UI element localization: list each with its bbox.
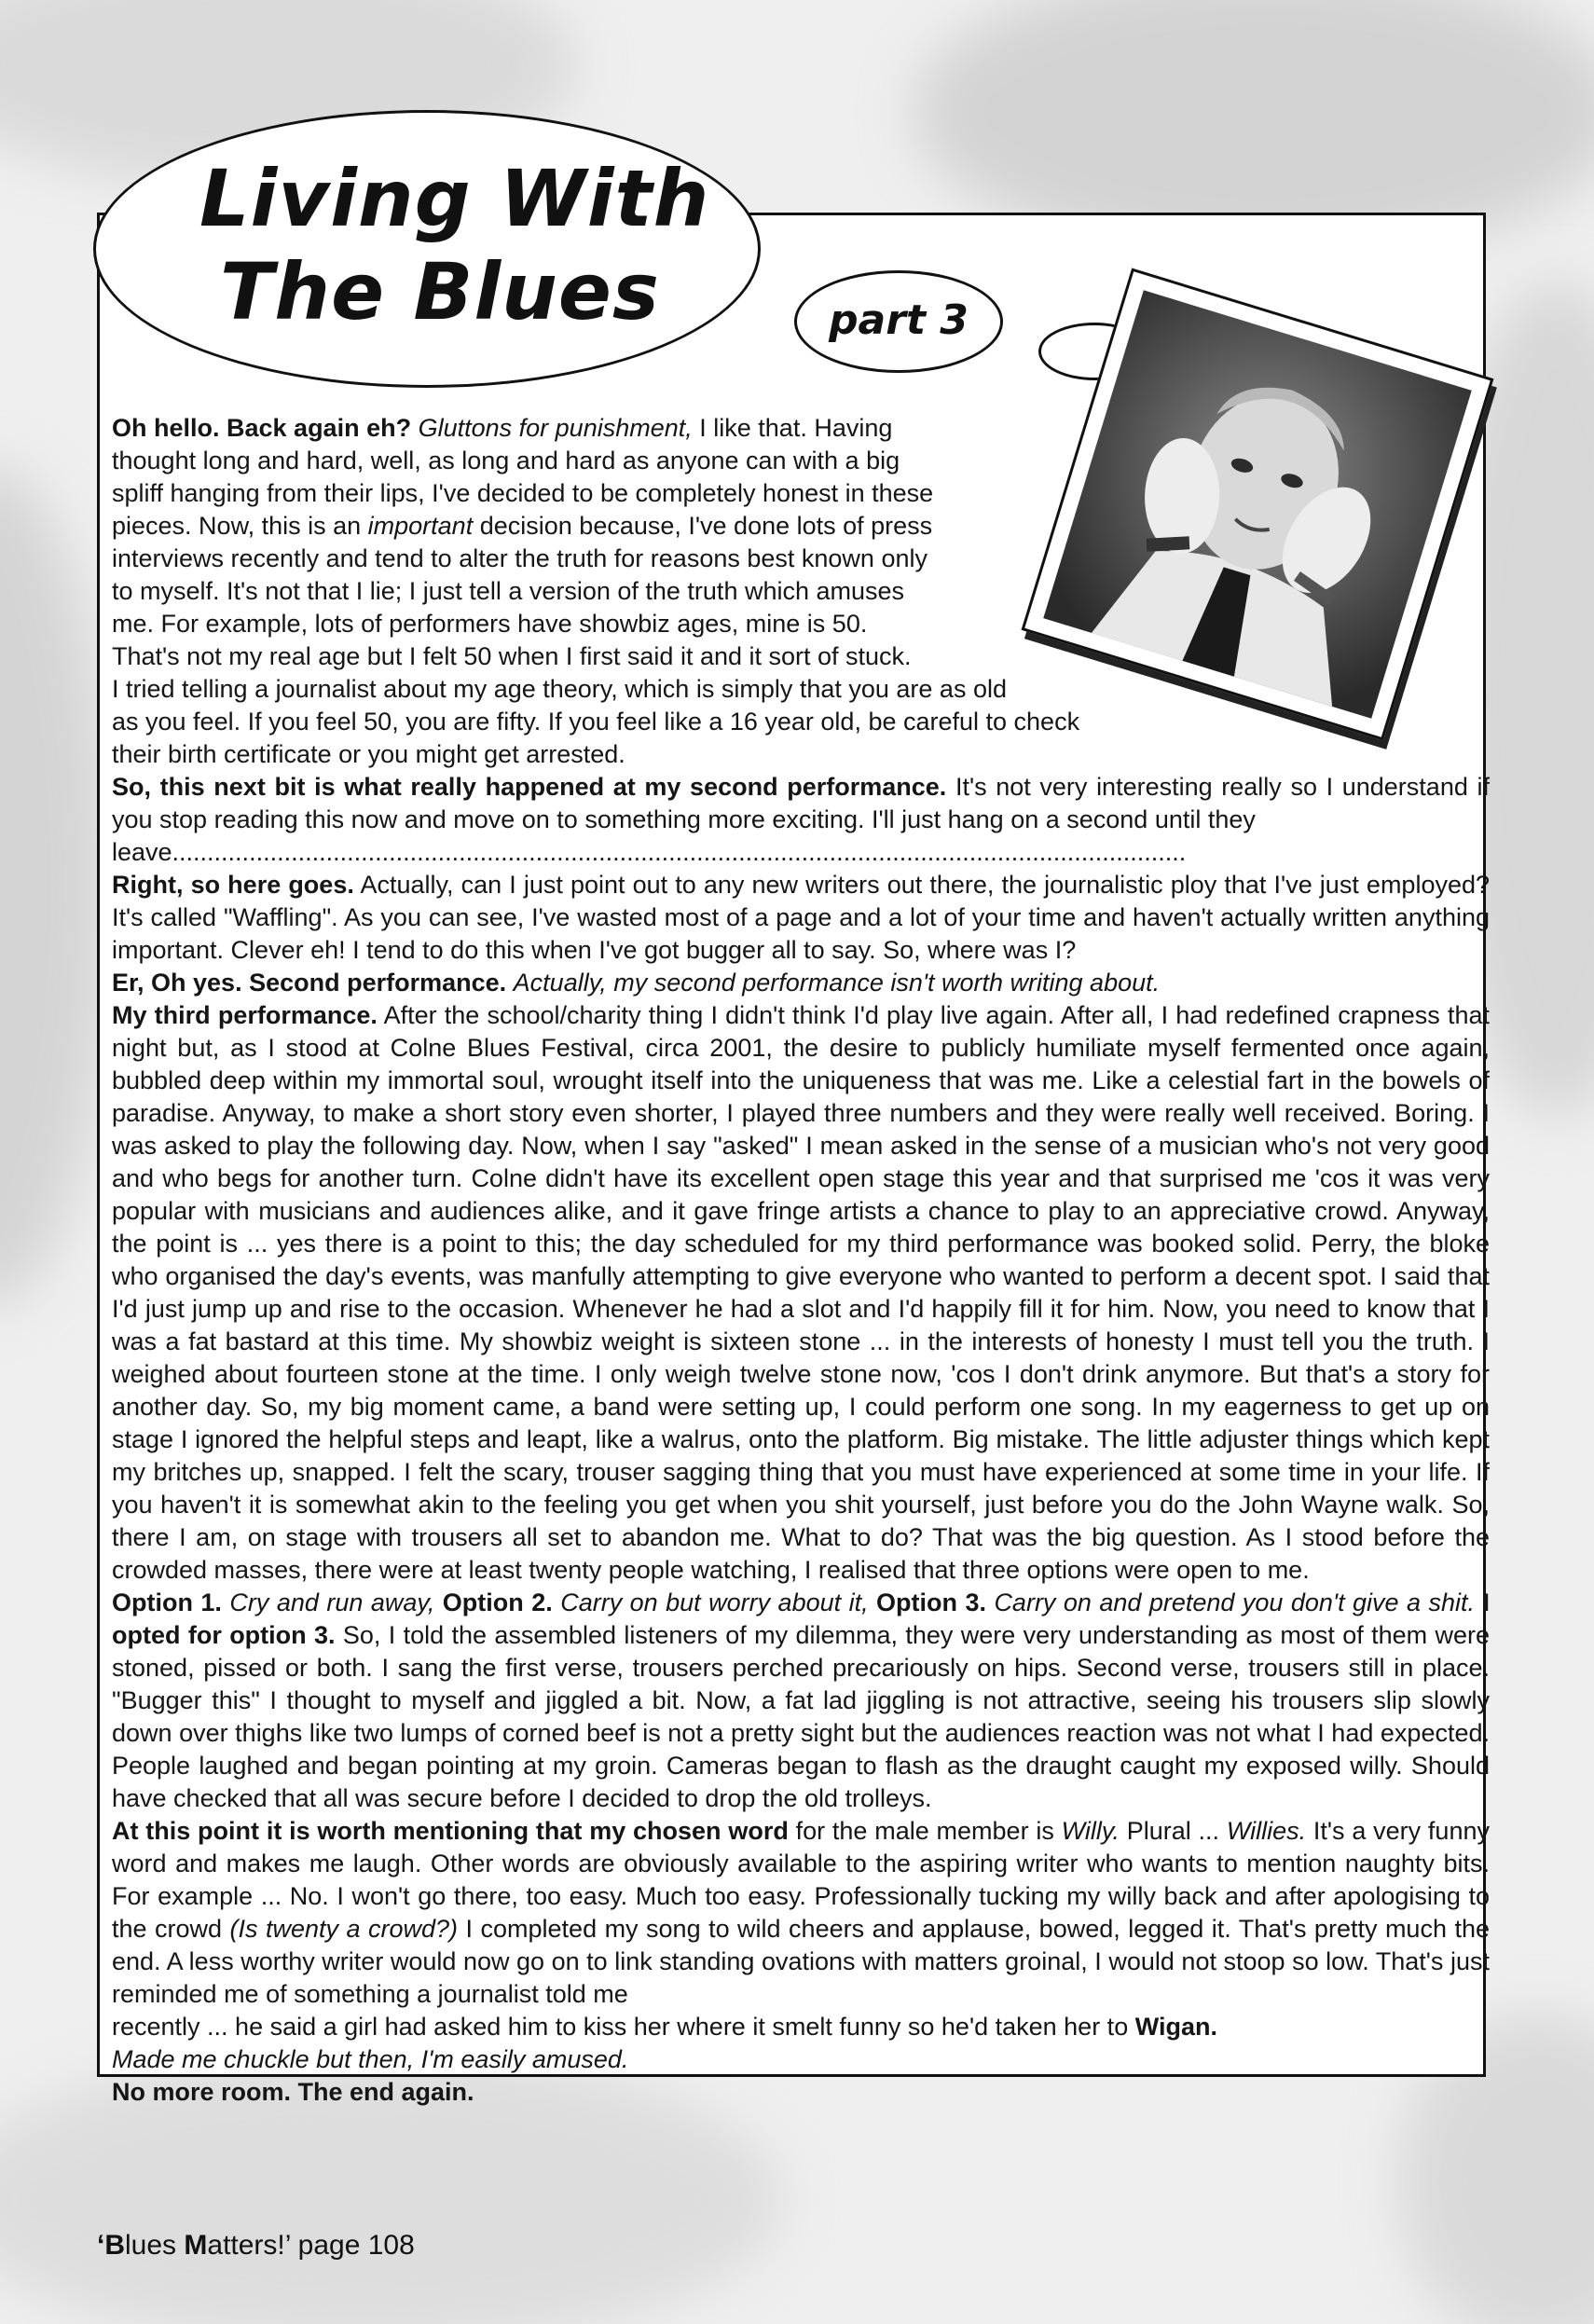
body-line: I tried telling a journalist about my age theory, which is simply that you are as old <box>112 675 1007 703</box>
paragraph-bold: So, this next bit is what really happened at my second performance. <box>112 773 947 801</box>
paragraph-bold: Wigan. <box>1134 2013 1217 2041</box>
paragraph-text: Plural ... <box>1126 1817 1220 1845</box>
body-line: me. For example, lots of performers have showbiz ages, mine is 50. <box>112 610 868 638</box>
intro-text: I like that. Having <box>699 414 893 442</box>
body-line <box>112 510 1044 543</box>
closing-italic-text: Made me chuckle but then, I'm easily amused. <box>112 2045 629 2073</box>
intro-line <box>112 412 1044 445</box>
body-text: pieces. Now, this is an <box>112 512 362 540</box>
paragraph-text: Actually, can I just point out to any new writers out there, the journalistic ploy that I've just employed? It's called "Waffling". As you can see, I've wasted most of a page and a lot of your time and haven't actually written anything important. Clever eh! I tend to do this when I've got bugger all to say. So, where was I? <box>112 871 1491 964</box>
paragraph-text: for the male member is <box>795 1817 1054 1845</box>
option-1-label: Option 1. <box>112 1588 222 1616</box>
body-line: their birth certificate or you might get arrested. <box>112 740 625 768</box>
paragraph-chosen-word <box>112 1815 1490 2011</box>
paragraph-italic: Actually, my second performance isn't worth writing about. <box>513 969 1161 997</box>
title-line-1: Living With <box>199 153 710 244</box>
footer-quote: ‘ <box>97 2230 105 2261</box>
page-footer <box>97 2230 415 2262</box>
footer-initial-m: M <box>184 2230 208 2261</box>
paragraph-text: It's a very funny word and makes me laugh. Other words are obviously available to the aspiring writer who wants to mention naughty bits. For example ... No. I won't go there, too easy. Much too easy. Professionally tucking my willy back and after apologising to the crowd <box>112 1817 1490 1943</box>
paragraph-right-so-here-goes <box>112 869 1490 967</box>
closing-italic <box>112 2043 1501 2076</box>
body-line: thought long and hard, well, as long and hard as anyone can with a big <box>112 447 900 474</box>
body-line: That's not my real age but I felt 50 when I first said it and it sort of stuck. <box>112 642 912 670</box>
footer-page-number: page 108 <box>290 2230 415 2261</box>
option-3-label: Option 3. <box>876 1588 986 1616</box>
option-3-text: Carry on and pretend you don't give a shit. <box>994 1588 1475 1616</box>
part-label: part 3 <box>829 296 969 344</box>
paragraph-bold: Er, Oh yes. Second performance. <box>112 969 507 997</box>
footer-initial-b: B <box>104 2230 126 2261</box>
paragraph-options <box>112 1587 1490 1815</box>
paragraph-italic: Willies. <box>1226 1817 1307 1845</box>
paragraph-bold: My third performance. <box>112 1001 378 1029</box>
footer-text: atters!’ <box>207 2230 291 2261</box>
option-1-text: Cry and run away, <box>229 1588 435 1616</box>
closing-bold <box>112 2076 1501 2109</box>
body-line: as you feel. If you feel 50, you are fifty. If you feel like a 16 year old, be careful to check <box>112 708 1080 736</box>
body-line <box>112 2011 1501 2043</box>
paragraph-second-performance-note <box>112 967 1490 999</box>
paragraph-text: After the school/charity thing I didn't think I'd play live again. After all, I had redefined crapness that night but, as I stood at Colne Blues Festival, circa 2001, the desire to publicly humiliate myself fermented once again, bubbled deep within my immortal soul, wrought itself into the uniqueness that was me. Like a celestial fart in the bowels of paradise. Anyway, to make a short story even shorter, I played three numbers and they were really well received. Boring. I was asked to play the following day. Now, when I say "asked" I mean asked in the sense of a musician who's not very good and who begs for another turn. Colne didn't have its excellent open stage this year and that surprised me 'cos it was very popular with musicians and audiences alike, and it gave fringe artists a chance to play to an appreciative crowd. Anyway, the point is ... yes there is a point to this; the day scheduled for my third performance was booked solid. Perry, the bloke who organised the day's events, was manfully attempting to give everyone who wanted to perform a decent spot. I said that I'd just jump up and rise to the occasion. Whenever he had a slot and I'd happily fill it for him. Now, you need to know that I was a fat bastard at this time. My showbiz weight is sixteen stone ... in the interests of honesty I must tell you the truth. I weighed about fourteen stone at the time. I only weigh twelve stone now, 'cos I don't drink anymore. But that's a story for another day. So, my big moment came, a band were setting up, I could perform one song. In my eagerness to get up on stage I ignored the helpful steps and leapt, like a walrus, onto the platform. Big mistake. The little adjuster things which kept my britches up, snapped. I felt the scary, trouser sagging thing that you must have experienced at some time in your life. If you haven't it is somewhat akin to the feeling you get when you shit yourself, just before you do the John Wayne walk. So, there I am, on stage with trousers all set to abandon me. What to do? That was the big question. As I stood before the crowded masses, there were at least twenty people watching, I realised that three options were open to me. <box>112 1001 1490 1584</box>
leave-dots: leave................................................................................................................................................. <box>112 838 1187 866</box>
body-line: interviews recently and tend to alter the truth for reasons best known only <box>112 544 928 572</box>
paragraph-text: recently ... he said a girl had asked him to kiss her where it smelt funny so he'd taken her to <box>112 2013 1129 2041</box>
body-line: to myself. It's not that I lie; I just tell a version of the truth which amuses <box>112 577 905 605</box>
paragraph-text: It's not very interesting really so I understand if you stop reading this now and move on to something more exciting. I'll just hang on a second until they <box>112 773 1490 833</box>
footer-text: lues <box>125 2230 185 2261</box>
body-italic: important <box>367 512 474 540</box>
paragraph-italic: Willy. <box>1061 1817 1120 1845</box>
option-2-text: Carry on but worry about it, <box>560 1588 869 1616</box>
paragraph-second-performance <box>112 771 1490 836</box>
paragraph-text: So, I told the assembled listeners of my dilemma, they were very understanding as most of them were stoned, pissed or both. I sang the first verse, trousers perched precariously on hips. Second verse, trousers still in place. "Bugger this" I thought to myself and jiggled a bit. Now, a fat lad jiggling is not attractive, seeing his trousers slip slowly down over thighs like two lumps of corned beef is not a pretty sight but the audiences reaction was not what I had expected. People laughed and began pointing at my groin. Cameras began to flash as the draught caught my exposed willy. Should have checked that all was secure before I decided to drop the old trolleys. <box>112 1621 1490 1812</box>
intro-bold: Oh hello. Back again eh? <box>112 414 412 442</box>
option-2-label: Option 2. <box>442 1588 553 1616</box>
paragraph-italic: (Is twenty a crowd?) <box>229 1915 459 1943</box>
paragraph-bold: At this point it is worth mentioning that my chosen word <box>112 1817 789 1845</box>
paragraph-third-performance <box>112 999 1490 1587</box>
option-chosen: I opted for option 3. <box>112 1588 1490 1649</box>
background-texture <box>0 466 112 1305</box>
paragraph-text: I completed my song to wild cheers and applause, bowed, legged it. That's pretty much the end. A less worthy writer would now go on to link standing ovations with matters groinal, I would not stoop so low. That's just reminded me of something a journalist told me <box>112 1915 1490 2008</box>
closing-bold-text: No more room. The end again. <box>112 2078 474 2106</box>
paragraph-bold: Right, so here goes. <box>112 871 354 899</box>
title-line-2: The Blues <box>220 246 660 337</box>
intro-italic: Gluttons for punishment, <box>418 414 693 442</box>
article-body <box>112 412 1501 2109</box>
body-line: spliff hanging from their lips, I've decided to be completely honest in these <box>112 479 934 507</box>
body-text: decision because, I've done lots of press <box>479 512 933 540</box>
